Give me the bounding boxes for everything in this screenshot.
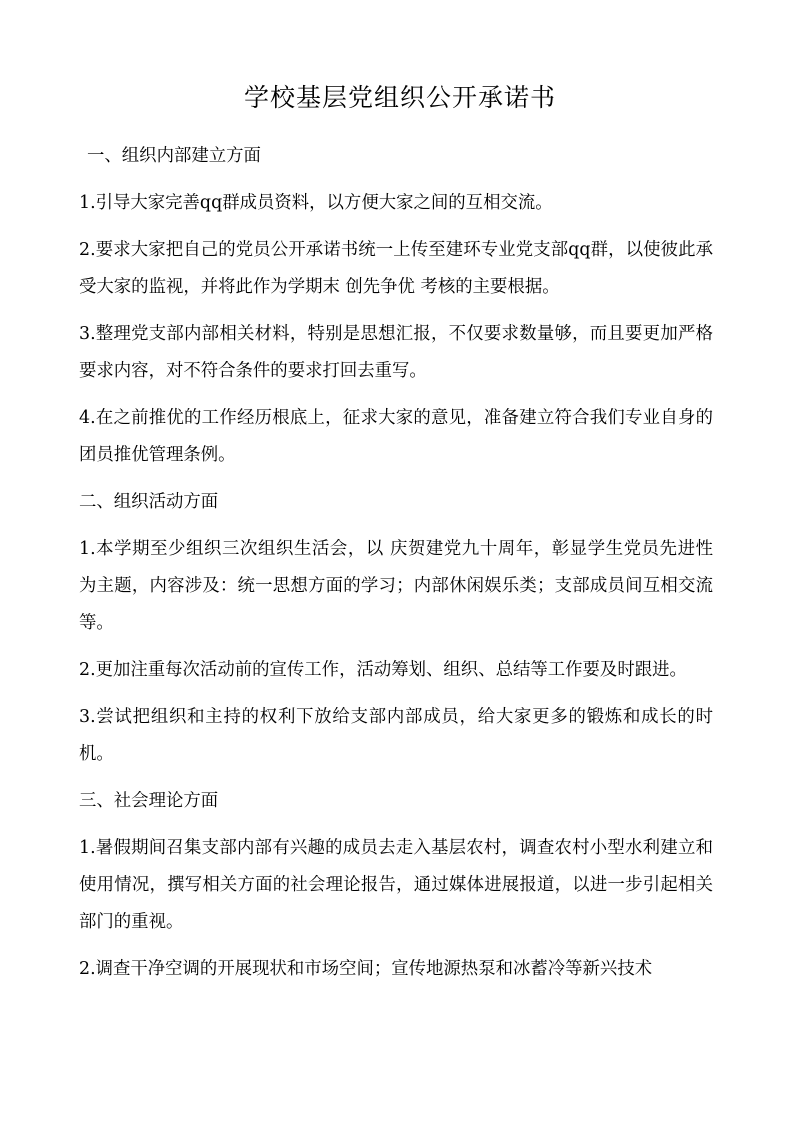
paragraph-item: 2.调查干净空调的开展现状和市场空间；宣传地源热泵和冰蓄冷等新兴技术 [79, 959, 653, 979]
section-heading-organization: 一、组织内部建立方面 [87, 146, 261, 166]
paragraph-item: 1.暑假期间召集支部内部有兴趣的成员去走入基层农村，调查农村小型水利建立和使用情况，撰写相关方面的社会理论报告，通过媒体进展报道，以进一步引起相关部门的重视。 [79, 838, 713, 932]
paragraph-item: 2.更加注重每次活动前的宣传工作，活动筹划、组织、总结等工作要及时跟进。 [79, 660, 687, 680]
paragraph-item: 4.在之前推优的工作经历根底上，征求大家的意见，准备建立符合我们专业自身的团员推优管理条例。 [79, 408, 713, 465]
section-heading-activities: 二、组织活动方面 [79, 492, 219, 512]
section-heading-social-practice: 三、社会理论方面 [79, 791, 219, 811]
paragraph-item: 1.本学期至少组织三次组织生活会，以 庆贺建党九十周年，彰显学生党员先进性 为主题，内容涉及：统一思想方面的学习；内部休闲娱乐类；支部成员间互相交流等。 [79, 539, 713, 633]
document-body [79, 138, 713, 998]
paragraph-item: 1.引导大家完善qq群成员资料，以方便大家之间的互相交流。 [79, 193, 553, 213]
paragraph-item: 3.尝试把组织和主持的权利下放给支部内部成员，给大家更多的锻炼和成长的时机。 [79, 707, 713, 764]
paragraph-item: 3.整理党支部内部相关材料，特别是思想汇报，不仅要求数量够，而且要更加严格要求内容，对不符合条件的要求打回去重写。 [79, 324, 713, 381]
paragraph-item: 2.要求大家把自己的党员公开承诺书统一上传至建环专业党支部qq群，以使彼此承受大家的监视，并将此作为学期末 创先争优 考核的主要根据。 [79, 240, 713, 297]
document-title: 学校基层党组织公开承诺书 [243, 83, 556, 112]
